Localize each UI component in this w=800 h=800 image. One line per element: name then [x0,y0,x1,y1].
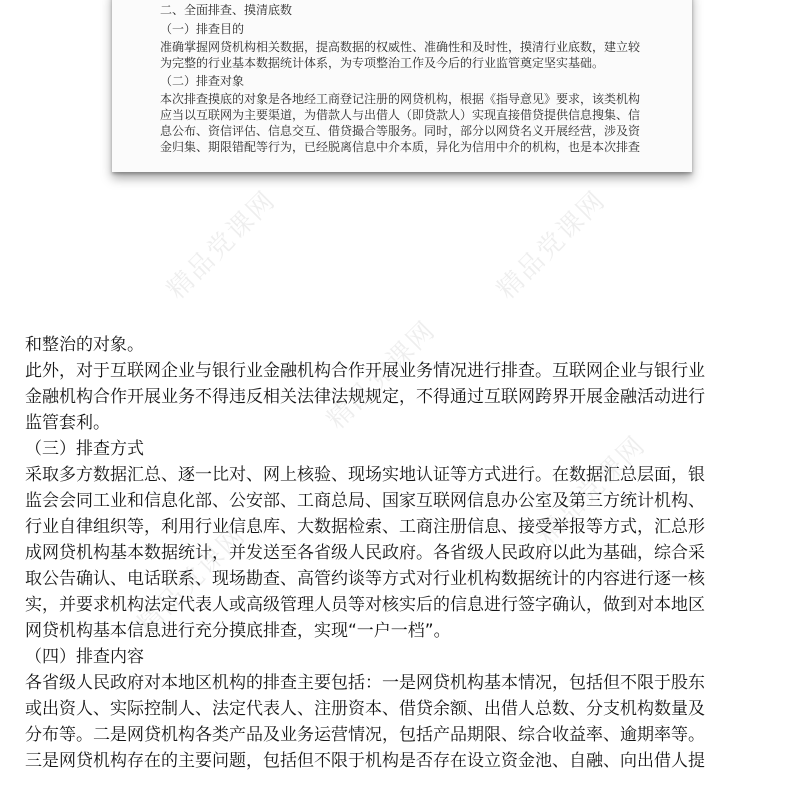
scan-line: 息公布、资信评估、信息交互、借贷撮合等服务。同时，部分以网贷名义开展经营，涉及资 [160,124,641,138]
paragraph-line: 行业自律组织等，利用行业信息库、大数据检索、工商注册信息、接受举报等方式，汇总形 [25,517,705,537]
watermark: 精品党课网 [161,185,282,306]
paragraph-line: 或出资人、实际控制人、法定代表人、注册资本、借贷余额、出借人总数、分支机构数量及 [25,699,705,719]
scan-subheading: （一）排查目的 [160,22,245,36]
paragraph-line: 网贷机构基本信息进行充分摸底排查，实现“一户一档”。 [25,621,451,641]
watermark: 精品党课网 [531,430,652,551]
watermark: 精品党课网 [491,185,612,306]
paragraph-line: 监会会同工业和信息化部、公安部、工商总局、国家互联网信息办公室及第三方统计机构、 [25,491,705,511]
scan-heading: 二、全面排查、摸清底数 [160,3,293,17]
paragraph-line: 各省级人民政府对本地区机构的排查主要包括：一是网贷机构基本情况，包括但不限于股东 [25,673,705,693]
paragraph-line: 采取多方数据汇总、逐一比对、网上核验、现场实地认证等方式进行。在数据汇总层面，银 [25,465,705,485]
paragraph-line: 三是网贷机构存在的主要问题，包括但不限于机构是否存在设立资金池、自融、向出借人提 [25,751,705,771]
document-body [25,332,785,774]
paragraph-line: 和整治的对象。 [25,335,144,355]
paragraph-line: 实，并要求机构法定代表人或高级管理人员等对核实后的信息进行签字确认，做到对本地区 [25,595,705,615]
scan-line: 本次排查摸底的对象是各地经工商登记注册的网贷机构，根据《指导意见》要求，该类机构 [160,92,641,106]
paragraph-line: 金融机构合作开展业务不得违反相关法律法规规定，不得通过互联网跨界开展金融活动进行 [25,387,705,407]
scan-subheading: （二）排查对象 [160,74,245,88]
watermark: 精品党课网 [321,315,442,436]
scan-line: 准确掌握网贷机构相关数据，提高数据的权威性、准确性和及时性，摸清行业底数，建立较 [160,40,641,54]
scan-line: 金归集、期限错配等行为，已经脱离信息中介本质，异化为信用中介的机构，也是本次排查 [160,140,641,154]
scan-line: 应当以互联网为主要渠道，为借款人与出借人（即贷款人）实现直接借贷提供信息搜集、信 [160,108,641,122]
scanned-document-page [112,0,692,172]
scan-line: 为完整的行业基本数据统计体系，为专项整治工作及今后的行业监管奠定坚实基础。 [160,56,605,70]
section-heading: （四）排查内容 [25,647,144,667]
watermark: 精品党课网 [131,520,252,641]
paragraph-line: 取公告确认、电话联系、现场勘查、高管约谈等方式对行业机构数据统计的内容进行逐一核 [25,569,705,589]
paragraph-line: 监管套利。 [25,413,110,433]
paragraph-line: 分布等。二是网贷机构各类产品及业务运营情况，包括产品期限、综合收益率、逾期率等。 [25,725,705,745]
section-heading: （三）排查方式 [25,439,144,459]
scan-line [160,0,436,1]
paragraph-line: 此外，对于互联网企业与银行业金融机构合作开展业务情况进行排查。互联网企业与银行业 [25,361,705,381]
paragraph-line: 成网贷机构基本数据统计，并发送至各省级人民政府。各省级人民政府以此为基础，综合采 [25,543,705,563]
